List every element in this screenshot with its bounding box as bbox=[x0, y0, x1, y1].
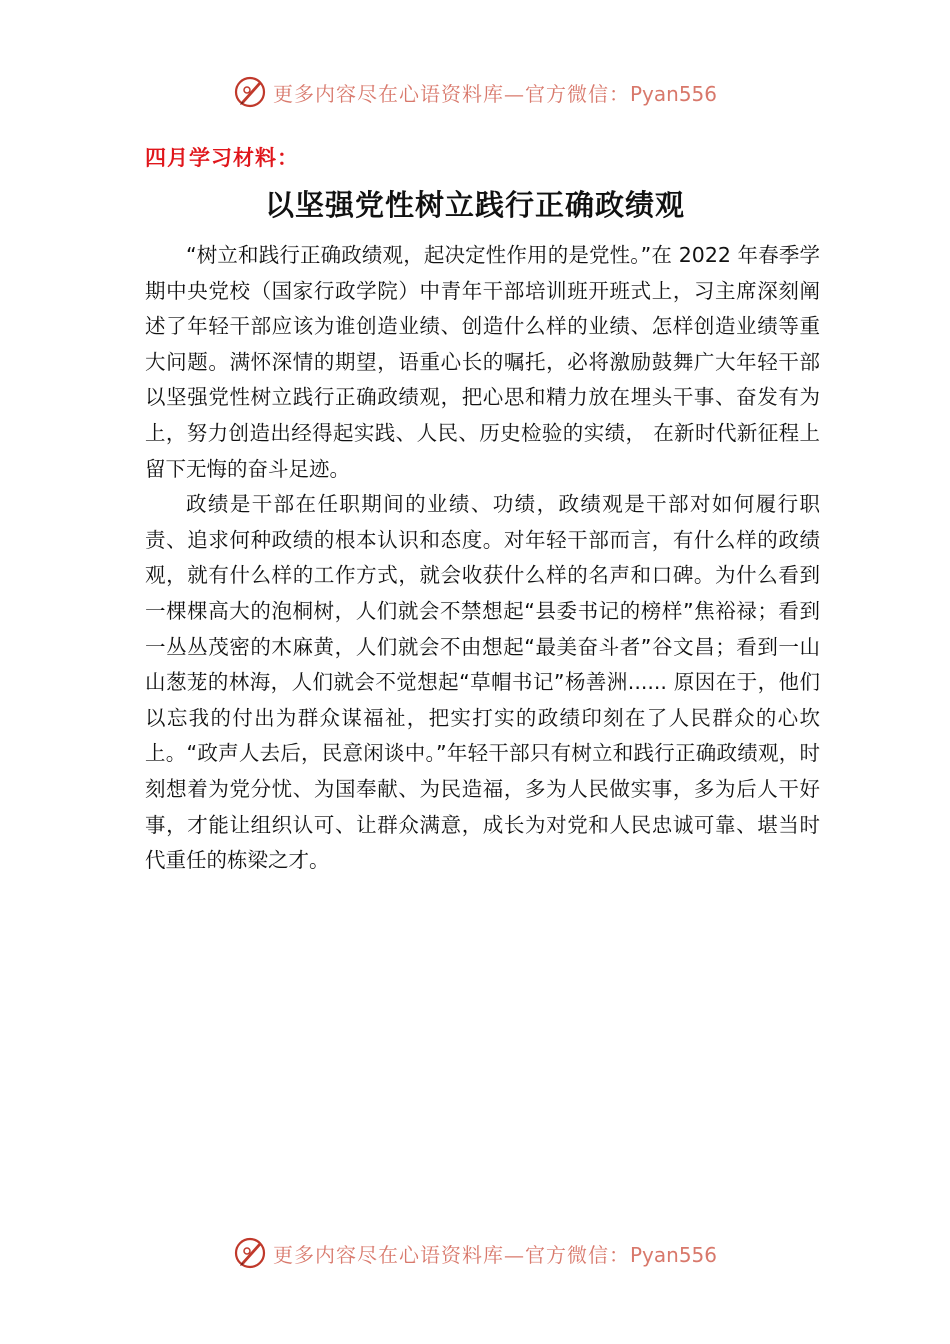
banner-text: 更多内容尽在心语资料库—官方微信：Pyan556 bbox=[272, 1242, 717, 1267]
footer-banner bbox=[0, 1231, 950, 1275]
pen-logo-icon bbox=[233, 75, 267, 109]
paragraph: 政绩是干部在任职期间的业绩、功绩，政绩观是干部对如何履行职责、追求何种政绩的根本认识和态度。对年轻干部而言，有什么样的政绩观，就有什么样的工作方式，就会收获什么样的名声和口碑。为什么看到一棵棵高大的泡桐树，人们就会不禁想起“县委书记的榜样”焦裕禄；看到一丛丛茂密的木麻黄，人们就会不由想起“最美奋斗者”谷文昌；看到一山山葱茏的林海，人们就会不觉想起“草帽书记”杨善洲...... 原因在于，他们以忘我的付出为群众谋福祉，把实打实的政绩印刻在了人民群众的心坎上。“政声人去后，民意闲谈中。”年轻干部只有树立和践行正确政绩观，时刻想着为党分忧、为国奉献、为民造福，多为人民做实事，多为后人干好事，才能让组织认可、让群众满意，成长为对党和人民忠诚可靠、堪当时代重任的栋梁之才。 bbox=[145, 492, 820, 873]
banner-text: 更多内容尽在心语资料库—官方微信：Pyan556 bbox=[272, 81, 717, 106]
section-kicker: 四月学习材料： bbox=[145, 146, 299, 170]
document-body bbox=[145, 238, 820, 879]
wechat-id: Pyan556 bbox=[629, 1242, 717, 1267]
header-banner bbox=[0, 70, 950, 114]
wechat-id: Pyan556 bbox=[629, 81, 717, 106]
document-title: 以坚强党性树立践行正确政绩观 bbox=[264, 188, 685, 222]
pen-logo-icon bbox=[233, 1236, 267, 1270]
paragraph: “树立和践行正确政绩观，起决定性作用的是党性。”在 2022 年春季学期中央党校（国家行政学院）中青年干部培训班开班式上，习主席深刻阐述了年轻干部应该为谁创造业绩、创造什么样的业绩、怎样创造业绩等重大问题。满怀深情的期望，语重心长的嘱托，必将激励鼓舞广大年轻干部以坚强党性树立践行正确政绩观，把心思和精力放在埋头干事、奋发有为上，努力创造出经得起实践、人民、历史检验的实绩， 在新时代新征程上留下无悔的奋斗足迹。 bbox=[145, 243, 820, 481]
